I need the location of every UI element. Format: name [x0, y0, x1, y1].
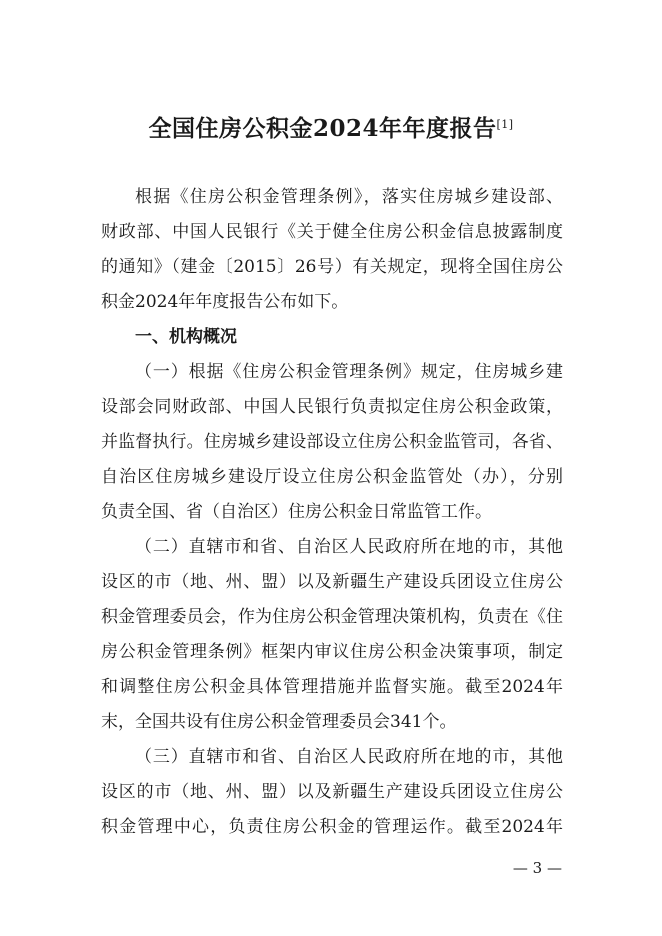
text-line: 财政部、中国人民银行《关于健全住房公积金信息披露制度 — [101, 222, 563, 242]
section-paragraph-3 — [101, 740, 563, 845]
section-paragraph-2 — [101, 530, 563, 740]
text-line: 积金管理中心，负责住房公积金的管理运作。截至2024年 — [101, 817, 563, 837]
text-line: 末，全国共设有住房公积金管理委员会341个。 — [101, 712, 457, 732]
section-paragraph-1 — [101, 355, 563, 530]
text-line: 积金管理委员会，作为住房公积金管理决策机构，负责在《住 — [101, 607, 563, 627]
text-line: 设部会同财政部、中国人民银行负责拟定住房公积金政策， — [101, 397, 563, 417]
text-line: 和调整住房公积金具体管理措施并监督实施。截至2024年 — [101, 677, 563, 697]
text-line: （一）根据《住房公积金管理条例》规定，住房城乡建 — [135, 362, 563, 382]
text-line: 房公积金管理条例》框架内审议住房公积金决策事项，制定 — [101, 642, 563, 662]
text-line: 根据《住房公积金管理条例》，落实住房城乡建设部、 — [135, 187, 563, 207]
text-line: 自治区住房城乡建设厅设立住房公积金监管处（办），分别 — [101, 467, 563, 487]
text-line: 负责全国、省（自治区）住房公积金日常监管工作。 — [101, 502, 492, 522]
text-line: 设区的市（地、州、盟）以及新疆生产建设兵团设立住房公 — [101, 572, 563, 592]
intro-paragraph — [101, 180, 563, 320]
section-heading: 一、机构概况 — [135, 327, 237, 347]
page-number: — 3 — — [512, 859, 562, 877]
document-title — [0, 113, 662, 145]
title-text: 全国住房公积金2024年年度报告 — [148, 115, 497, 142]
text-line: 的通知》（建金〔2015〕26号）有关规定，现将全国住房公 — [101, 257, 563, 277]
text-line: （二）直辖市和省、自治区人民政府所在地的市，其他 — [135, 537, 563, 557]
text-line: （三）直辖市和省、自治区人民政府所在地的市，其他 — [135, 747, 563, 767]
title-footnote: [1] — [496, 118, 514, 131]
text-line: 积金2024年年度报告公布如下。 — [101, 292, 349, 312]
text-line: 设区的市（地、州、盟）以及新疆生产建设兵团设立住房公 — [101, 782, 563, 802]
document-body — [101, 180, 563, 845]
text-line: 并监督执行。住房城乡建设部设立住房公积金监管司，各省、 — [101, 432, 563, 452]
